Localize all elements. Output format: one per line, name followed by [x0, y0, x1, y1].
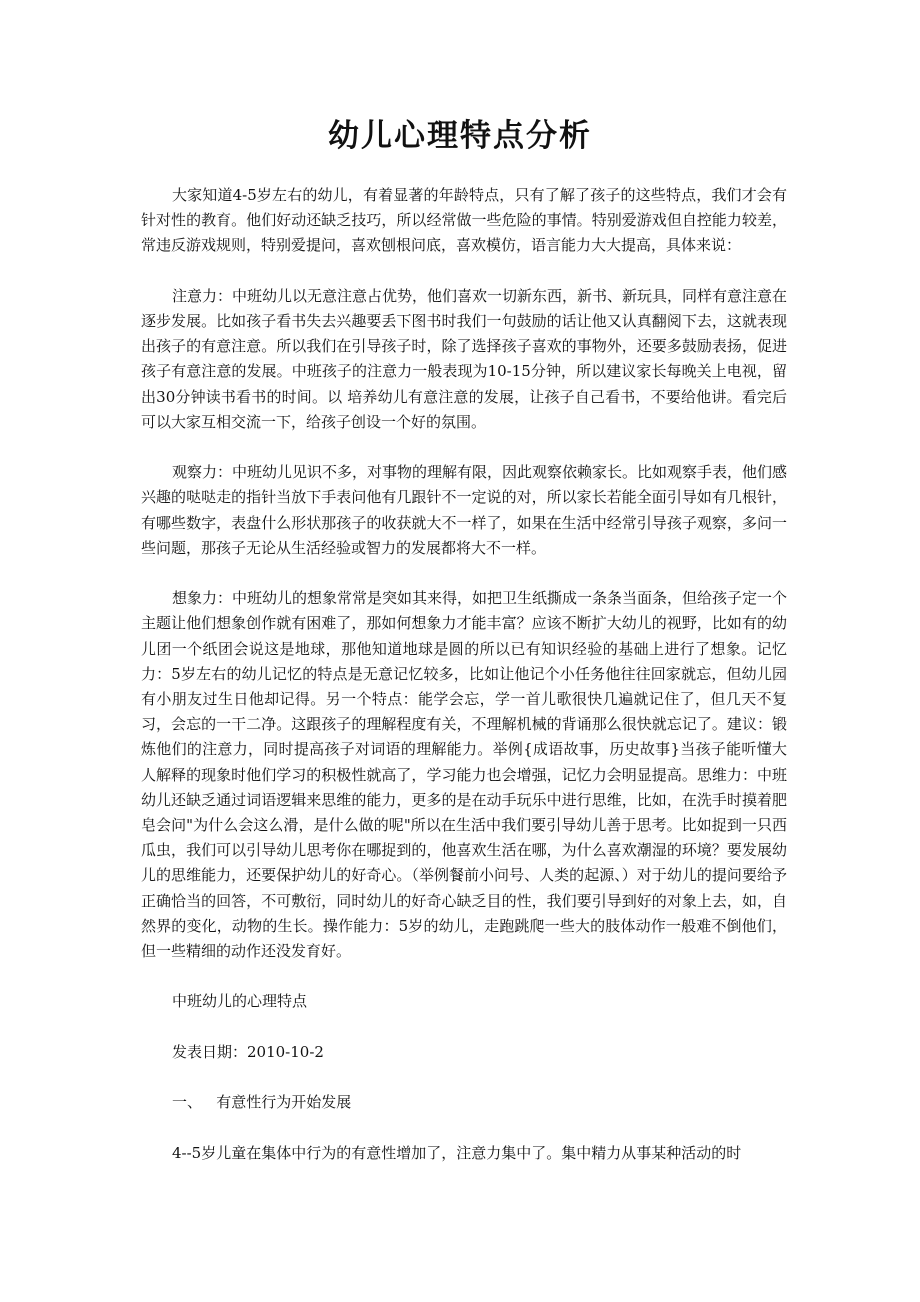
document-title: 幼儿心理特点分析	[328, 118, 592, 154]
section-heading: 一、 有意性行为开始发展	[172, 1093, 352, 1112]
paragraph-attention: 注意力：中班幼儿以无意注意占优势，他们喜欢一切新东西，新书、新玩具，同样有意注意在逐步发展。比如孩子看书失去兴趣要丢下图书时我们一句鼓励的话让他又认真翻阅下去，这就表现出孩子的有意注意。所以我们在引导孩子时，除了选择孩子喜欢的事物外，还要多鼓励表扬，促进孩子有意注意的发展。中班孩子的注意力一般表现为10-15分钟，所以建议家长每晚关上电视，留出30分钟读书看书的时间。以 培养幼儿有意注意的发展，让孩子自己看书，不要给他讲。看完后可以大家互相交流一下，给孩子创设一个好的氛围。	[141, 286, 788, 431]
spacer	[141, 1065, 787, 1090]
section-subtitle: 中班幼儿的心理特点	[172, 992, 308, 1011]
paragraph-imagination-memory-thinking: 想象力：中班幼儿的想象常常是突如其来得，如把卫生纸撕成一条条当面条，但给孩子定一个主题让他们想象创作就有困难了，那如何想象力才能丰富？应该不断扩大幼儿的视野，比如有的幼儿团一个纸团会说这是地球，那他知道地球是圆的所以已有知识经验的基础上进行了想象。记忆力：5岁左右的幼儿记忆的特点是无意记忆较多，比如让他记个小任务他往往回家就忘，但幼儿园有小朋友过生日他却记得。另一个特点：能学会忘，学一首儿歌很快几遍就记住了，但几天不复习，会忘的一干二净。这跟孩子的理解程度有关，不理解机械的背诵那么很快就忘记了。建议：锻炼他们的注意力，同时提高孩子对词语的理解能力。举例{成语故事，历史故事}当孩子能听懂大人解释的现象时他们学习的积极性就高了，学习能力也会增强，记忆力会明显提高。思维力：中班幼儿还缺乏通过词语逻辑来思维的能力，更多的是在动手玩乐中进行思维，比如，在洗手时摸着肥皂会问"为什么会这么滑，是什么做的呢"所以在生活中我们要引导幼儿善于思考。比如捉到一只西瓜虫，我们可以引导幼儿思考你在哪捉到的，他喜欢生活在哪，为什么喜欢潮湿的环境？要发展幼儿的思维能力，还要保护幼儿的好奇心。（举例餐前小问号、人类的起源、）对于幼儿的提问要给予正确恰当的回答，不可敷衍，同时幼儿的好奇心缺乏目的性，我们要引导到好的对象上去，如，自然界的变化，动物的生长。操作能力：5岁的幼儿，走跑跳爬一些大的肢体动作一般难不倒他们，但一些精细的动作还没发育好。	[141, 589, 788, 961]
publish-date: 发表日期：2010-10-2	[172, 1042, 324, 1061]
paragraph-observation: 观察力：中班幼儿见识不多，对事物的理解有限，因此观察依赖家长。比如观察手表，他们感兴趣的哒哒走的指针当放下手表问他有几跟针不一定说的对，所以家长若能全面引导如有几根针，有哪些数字，表盘什么形状那孩子的收获就大不一样了，如果在生活中经常引导孩子观察，多问一些问题，那孩子无论从生活经验或智力的发展都将大不一样。	[141, 463, 788, 557]
paragraph-intro: 大家知道4-5岁左右的幼儿，有着显著的年龄特点，只有了解了孩子的这些特点，我们才会有针对性的教育。他们好动还缺乏技巧，所以经常做一些危险的事情。特别爱游戏但自控能力较差，常违反游戏规则，特别爱提问，喜欢刨根问底，喜欢模仿，语言能力大大提高，具体来说：	[141, 186, 787, 255]
paragraph-final-line: 4--5岁儿童在集体中行为的有意性增加了，注意力集中了。集中精力从事某种活动的时	[172, 1143, 742, 1162]
spacer	[141, 1015, 787, 1040]
spacer	[141, 1115, 787, 1140]
document-body	[141, 183, 787, 1166]
